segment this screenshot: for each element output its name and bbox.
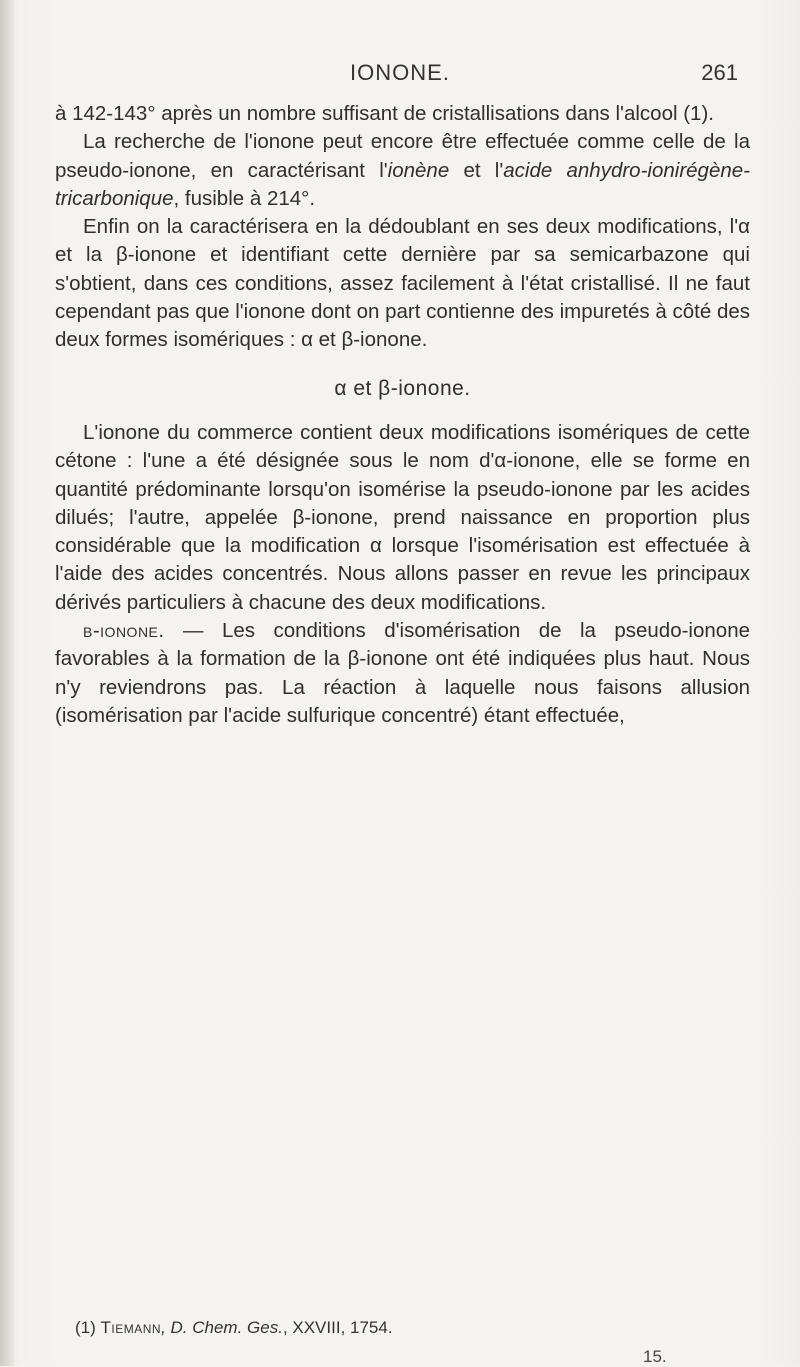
paragraph-2 (55, 128, 750, 213)
paragraph-1: à 142-143° après un nombre suffisant de cristallisations dans l'alcool (1). (55, 102, 714, 125)
running-header (0, 60, 800, 90)
paragraph-2-text-c: , fusible à 214°. (173, 186, 316, 210)
signature-mark: 15. (643, 1347, 667, 1366)
paragraph-5 (55, 617, 750, 730)
paragraph-5-text: — Les conditions d'isomérisation de la pseudo-ionone favorables à la formation de la β-ionone ont été indiquées plus haut. Nous n'y reviendrons pas. La réaction à laquelle nous faisons allusion (isomérisation par l'acide sulfurique concentré) étant effectuée, (55, 619, 750, 727)
footnote-ref: , XXVIII, 1754. (282, 1318, 393, 1337)
paragraph-2-text-b: et l' (449, 158, 504, 182)
paragraph-4: L'ionone du commerce contient deux modifications isomériques de cette cétone : l'une a été désignée sous le nom d'α-ionone, elle se forme en quantité prédominante lorsqu'on isomérise la pseudo-ionone par les acides dilués; l'autre, appelée β-ionone, prend naissance en proportion plus considérable que la modification α lorsque l'isomérisation est effectuée à l'aide des acides concentrés. Nous allons passer en revue les principaux dérivés particuliers à chacune des deux modifications. (55, 420, 750, 614)
footnote-marker: (1) (75, 1318, 101, 1337)
paragraph-2-text-a: La recherche de l'ionone peut encore être effectuée comme celle de la pseudo-ionone, en caractérisant l' (55, 130, 750, 182)
page-number: 261 (701, 60, 738, 85)
footnote-journal: , D. Chem. Ges. (161, 1318, 283, 1337)
paragraph-3: Enfin on la caractérisera en la dédoublant en ses deux modifications, l'α et la β-ionone et identifiant cette dernière par sa semicarbazone qui s'obtient, dans ces conditions, assez facilement à l'état cristallisé. Il ne faut cependant pas que l'ionone dont on part contienne des impuretés à côté des deux formes isomériques : α et β-ionone. (55, 215, 750, 352)
body-text (55, 100, 750, 730)
ionene-term: ionène (387, 158, 450, 182)
acid-term: acide anhydro-ionirégène-tricarbonique (55, 158, 750, 210)
page-edge-shadow (0, 0, 14, 1366)
footnote-author: Tiemann (100, 1318, 162, 1337)
beta-ionone-heading: β-ionone. (83, 619, 165, 643)
footnote (75, 1318, 393, 1338)
running-title: IONONE. (350, 60, 450, 85)
section-heading: α et β-ionone. (334, 376, 471, 400)
